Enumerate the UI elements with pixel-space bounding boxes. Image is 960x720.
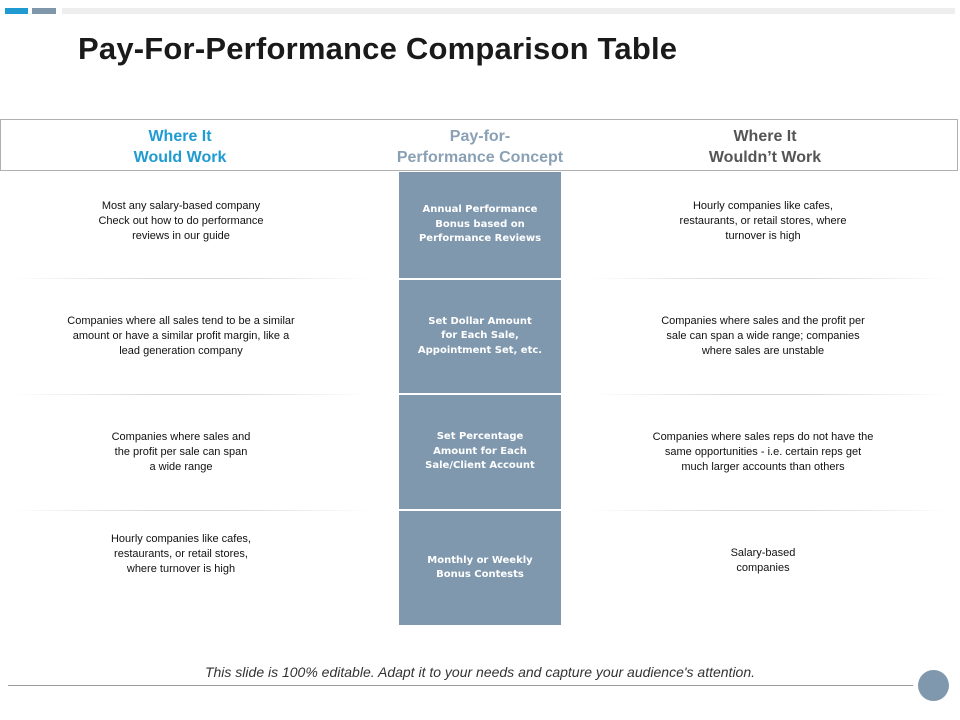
cell-line: Companies where sales and the profit per	[661, 315, 865, 327]
cell-line: turnover is high	[725, 230, 801, 242]
would-work-cell	[40, 199, 322, 244]
row-divider	[10, 278, 370, 279]
would-work-cell	[40, 532, 322, 577]
slide-title: Pay-For-Performance Comparison Table	[78, 31, 678, 66]
concept-line: Sale/Client Account	[425, 460, 535, 472]
footer-note: This slide is 100% editable. Adapt it to your needs and capture your audience's attention.	[204, 664, 756, 680]
wouldnt-work-cell	[622, 546, 904, 576]
cell-line: Hourly companies like cafes,	[692, 200, 833, 212]
header-pay-for-performance-concept	[355, 126, 605, 168]
header-line: Pay-for-	[449, 128, 511, 145]
cell-line: much larger accounts than others	[681, 461, 845, 473]
concept-cell	[399, 280, 561, 393]
row-divider	[10, 394, 370, 395]
would-work-cell	[40, 430, 322, 475]
cell-line: where sales are unstable	[701, 345, 825, 357]
cell-line: companies	[736, 562, 790, 574]
footer-divider	[8, 685, 913, 686]
cell-line: where turnover is high	[126, 563, 236, 575]
concept-line: Annual Performance	[422, 204, 538, 216]
wouldnt-work-cell	[622, 199, 904, 244]
cell-line: Check out how to do performance	[98, 215, 264, 227]
concept-line: Monthly or Weekly	[427, 554, 533, 566]
cell-line: reviews in our guide	[132, 230, 230, 242]
header-line: Wouldn’t Work	[708, 149, 822, 166]
header-line: Performance Concept	[396, 149, 564, 166]
cell-line: Salary-based	[730, 547, 796, 559]
top-accent-bar-gray	[32, 8, 56, 14]
concept-line: Appointment Set, etc.	[417, 344, 543, 356]
concept-line: Bonus based on	[435, 218, 525, 230]
top-accent-bar-line	[62, 8, 955, 14]
concept-cell	[399, 172, 561, 278]
wouldnt-work-cell	[622, 314, 904, 359]
cell-line: lead generation company	[119, 345, 243, 357]
cell-line: restaurants, or retail stores,	[114, 548, 248, 560]
cell-line: Companies where all sales tend to be a similar	[67, 315, 295, 327]
header-line: Where It	[148, 128, 212, 145]
concept-line: Amount for Each	[433, 445, 527, 457]
top-accent-bar-blue	[5, 8, 28, 14]
row-divider	[590, 278, 950, 279]
concept-line: Set Dollar Amount	[428, 315, 532, 327]
cell-line: Most any salary-based company	[101, 200, 261, 212]
row-divider	[590, 510, 950, 511]
cell-line: Hourly companies like cafes,	[110, 533, 251, 545]
row-divider	[590, 394, 950, 395]
concept-line: for Each Sale,	[441, 330, 519, 342]
header-where-it-would-work	[80, 126, 280, 168]
cell-line: same opportunities - i.e. certain reps get	[664, 446, 862, 458]
cell-line: sale can span a wide range; companies	[666, 330, 860, 342]
concept-line: Set Percentage	[436, 431, 524, 443]
header-line: Where It	[733, 128, 797, 145]
cell-line: Companies where sales reps do not have the	[652, 431, 874, 443]
header-line: Would Work	[133, 149, 227, 166]
footer-circle-decoration	[918, 670, 949, 701]
cell-line: the profit per sale can span	[114, 446, 248, 458]
row-divider	[10, 510, 370, 511]
concept-line: Performance Reviews	[418, 233, 542, 245]
concept-cell	[399, 511, 561, 625]
cell-line: a wide range	[149, 461, 213, 473]
wouldnt-work-cell	[622, 430, 904, 475]
header-where-it-wouldnt-work	[665, 126, 865, 168]
cell-line: restaurants, or retail stores, where	[679, 215, 847, 227]
concept-line: Bonus Contests	[436, 569, 524, 580]
concept-cell	[399, 395, 561, 509]
cell-line: Companies where sales and	[111, 431, 251, 443]
cell-line: amount or have a similar profit margin, like a	[72, 330, 290, 342]
would-work-cell	[40, 314, 322, 359]
